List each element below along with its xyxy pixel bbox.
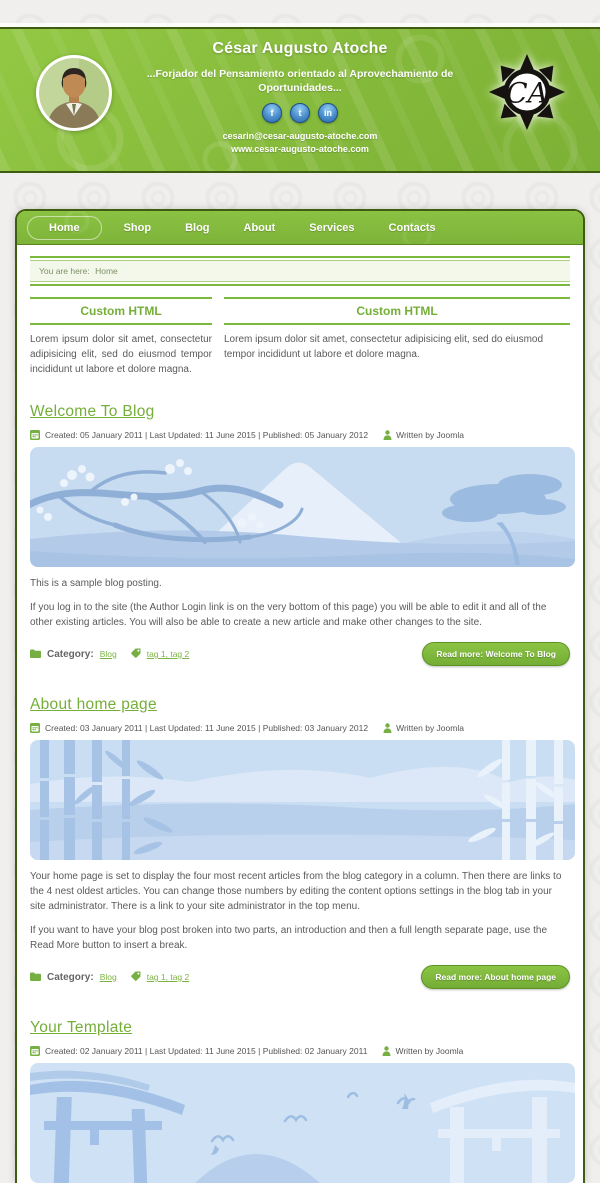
article-image-torii [30, 1063, 575, 1183]
article-image-bamboo [30, 740, 575, 860]
article-author: Written by Joomla [396, 430, 464, 440]
article-dates: Created: 05 January 2011 | Last Updated: 11 June 2015 | Published: 05 January 2012 [45, 430, 369, 440]
folder-icon [30, 968, 41, 986]
article-welcome-to-blog [30, 393, 570, 666]
tags-links[interactable]: tag 1, tag 2 [146, 649, 190, 659]
category-label: Category: [47, 648, 94, 660]
nav-item-contacts[interactable]: Contacts [388, 221, 436, 234]
facebook-icon[interactable]: f [262, 103, 282, 123]
sun-monogram-icon [488, 53, 566, 131]
category-link[interactable]: Blog [99, 972, 117, 982]
main-nav [17, 211, 583, 245]
user-icon [383, 430, 392, 440]
article-dates: Created: 02 January 2011 | Last Updated: 11 June 2015 | Published: 02 January 2011 [45, 1046, 368, 1056]
user-icon [382, 1046, 391, 1056]
read-more-button[interactable]: Read more: About home page [421, 965, 570, 989]
article-meta [30, 430, 570, 440]
twitter-icon[interactable]: t [290, 103, 310, 123]
header-center [125, 40, 475, 156]
custom-html-modules [30, 297, 570, 377]
linkedin-icon[interactable]: in [318, 103, 338, 123]
email-link[interactable]: cesarin@cesar-augusto-atoche.com [222, 131, 378, 142]
avatar [36, 55, 112, 131]
article-image-fuji [30, 447, 575, 567]
tag-icon [131, 968, 141, 986]
tag-icon [131, 645, 141, 663]
article-title-link[interactable]: About home page [30, 696, 157, 713]
article-paragraph: This is a sample blog posting. [30, 578, 162, 589]
avatar-photo-icon [39, 58, 109, 128]
article-author-wrap [383, 723, 464, 733]
nav-item-shop[interactable]: Shop [123, 221, 152, 234]
website-link[interactable]: www.cesar-augusto-atoche.com [231, 143, 369, 154]
custom-html-module-right [224, 297, 570, 377]
article-dates: Created: 03 January 2011 | Last Updated: 11 June 2015 | Published: 03 January 2012 [45, 723, 369, 733]
article-title-link[interactable]: Your Template [30, 1019, 133, 1036]
folder-icon [30, 645, 41, 663]
custom-html-module-left [30, 297, 212, 377]
article-author-wrap [382, 1046, 463, 1056]
nav-item-blog[interactable]: Blog [185, 221, 210, 234]
article-paragraph: If you log in to the site (the Author Login link is on the very bottom of this page) you will be able to edit it and all of the other existing articles. You will also be able to create a new article and make other changes to the site. [30, 602, 547, 628]
article-about-home-page [30, 686, 570, 989]
contact-lines [125, 130, 475, 155]
article-your-template [30, 1009, 570, 1183]
content-box [15, 209, 585, 1183]
svg-text:CA: CA [505, 76, 549, 110]
module-title: Custom HTML [30, 297, 212, 325]
site-header [0, 27, 600, 173]
site-logo[interactable] [488, 53, 566, 131]
breadcrumb-strip [30, 260, 570, 282]
module-body: Lorem ipsum dolor sit amet, consectetur adipisicing elit, sed do eiusmod tempor incididunt ut labore et dolore magna. [30, 334, 212, 375]
calendar-icon [30, 723, 40, 733]
user-icon [383, 723, 392, 733]
content-inner [17, 245, 583, 1183]
breadcrumb-current: Home [95, 266, 118, 276]
category-label: Category: [47, 971, 94, 983]
article-author: Written by Joomla [396, 723, 464, 733]
tags-links[interactable]: tag 1, tag 2 [146, 972, 190, 982]
social-row [125, 103, 475, 123]
article-paragraph: If you want to have your blog post broken into two parts, an introduction and then a full length separate page, use the Read More button to insert a break. [30, 925, 548, 951]
article-meta [30, 723, 570, 733]
breadcrumb [30, 256, 570, 286]
read-more-button[interactable]: Read more: Welcome To Blog [422, 642, 570, 666]
site-tagline: ...Forjador del Pensamiento orientado al Aprovechamiento de Oportunidades... [146, 68, 454, 95]
article-footer [30, 642, 570, 666]
module-title: Custom HTML [224, 297, 570, 325]
nav-item-home[interactable]: Home [27, 216, 102, 240]
article-paragraph: Your home page is set to display the four most recent articles from the blog category in a column. Then there are links to the 4 nest oldest articles. You can change those numbers by editing the content options settings in the blog tab in your site administrator. There is a link to your site administrator in the top menu. [30, 871, 562, 912]
page-top-margin [0, 0, 600, 23]
article-author: Written by Joomla [395, 1046, 464, 1056]
category-link[interactable]: Blog [99, 649, 117, 659]
article-author-wrap [383, 430, 464, 440]
nav-item-about[interactable]: About [243, 221, 276, 234]
article-title-link[interactable]: Welcome To Blog [30, 403, 155, 420]
breadcrumb-label: You are here: [39, 266, 90, 276]
nav-item-services[interactable]: Services [309, 221, 355, 234]
module-body: Lorem ipsum dolor sit amet, consectetur adipisicing elit, sed do eiusmod tempor incididunt ut labore et dolore magna. [224, 334, 544, 360]
article-meta [30, 1046, 570, 1056]
calendar-icon [30, 1046, 40, 1056]
site-title: César Augusto Atoche [212, 40, 388, 57]
calendar-icon [30, 430, 40, 440]
